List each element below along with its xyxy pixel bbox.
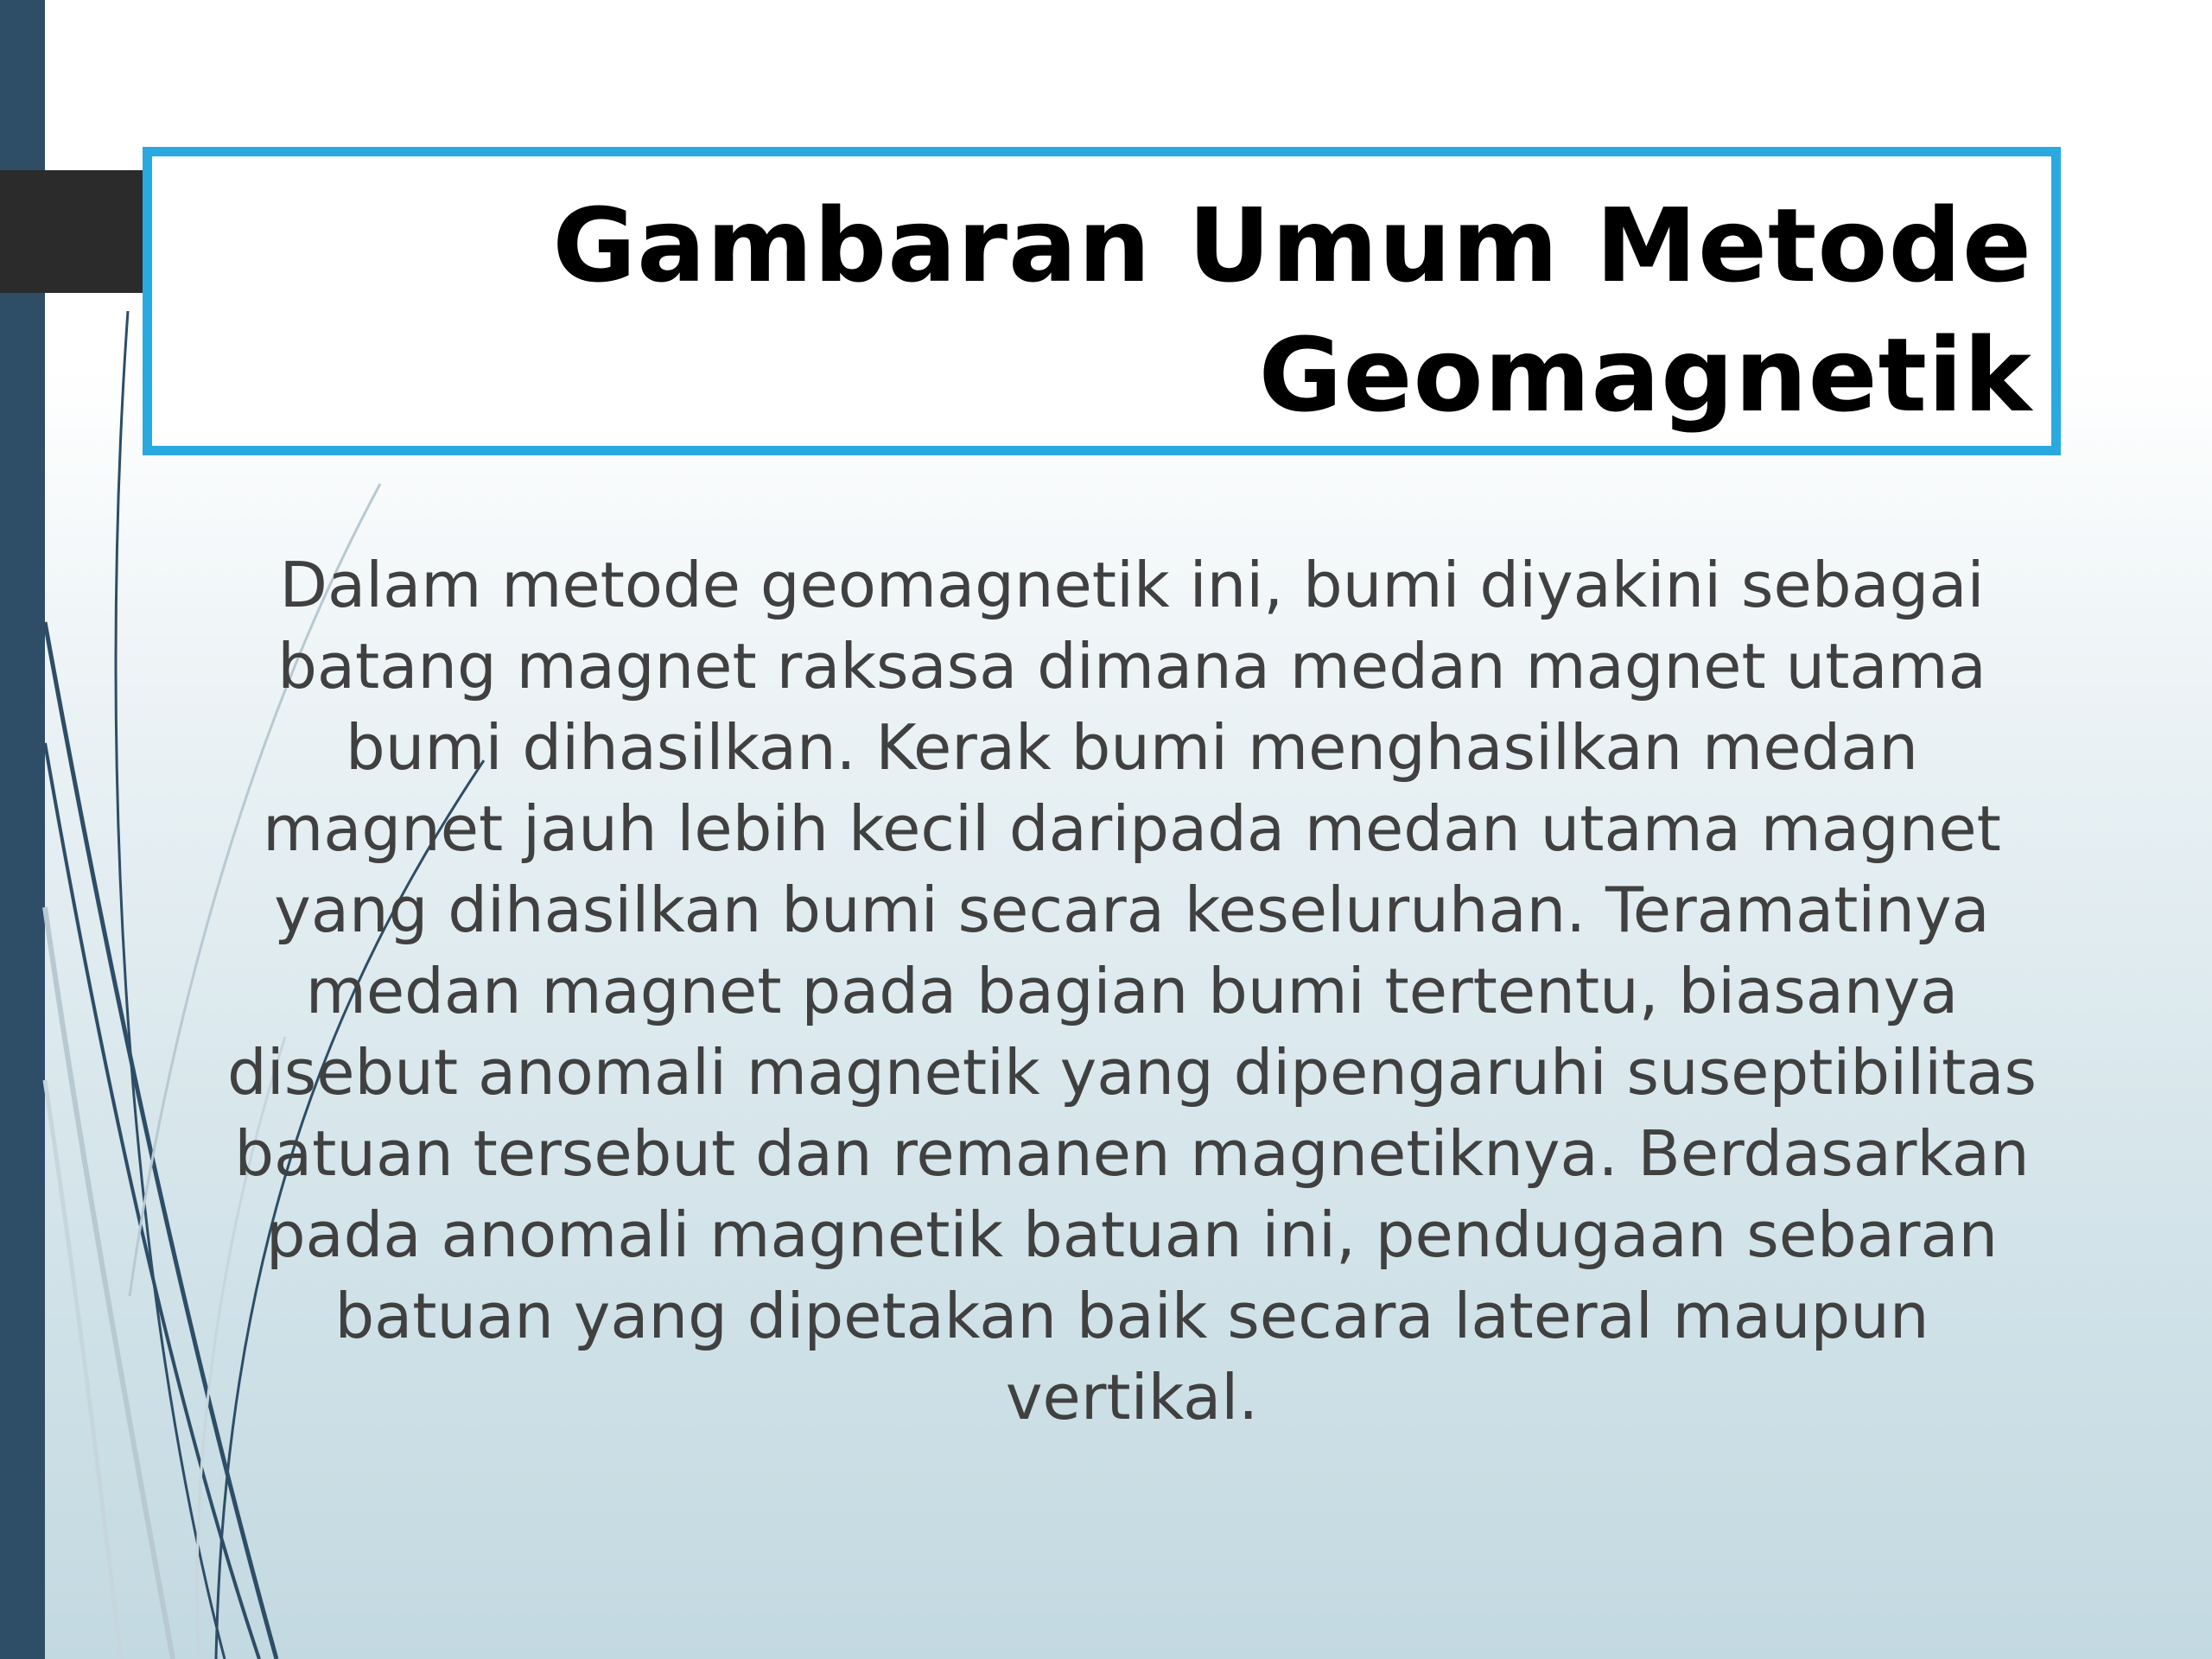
slide-title: Gambaran Umum Metode Geomagnetik xyxy=(552,186,2032,435)
slide-body-text: Dalam metode geomagnetik ini, bumi diyakini sebagai batang magnet raksasa dimana medan magnet utama bumi dihasilkan. Kerak bumi menghasilkan medan magnet jauh lebih kecil daripada medan utama magnet yang dihasilkan bumi secara keseluruhan. Teramatinya medan magnet pada bagian bumi tertentu, biasanya disebut anomali magnetik yang dipengaruhi suseptibilitas batuan tersebut dan remanen magnetiknya. Berdasarkan pada anomali magnetik batuan ini, pendugaan sebaran batuan yang dipetakan baik secara lateral maupun vertikal. xyxy=(227,549,2037,1433)
title-frame xyxy=(143,147,2061,455)
title-accent-tab xyxy=(0,170,143,293)
